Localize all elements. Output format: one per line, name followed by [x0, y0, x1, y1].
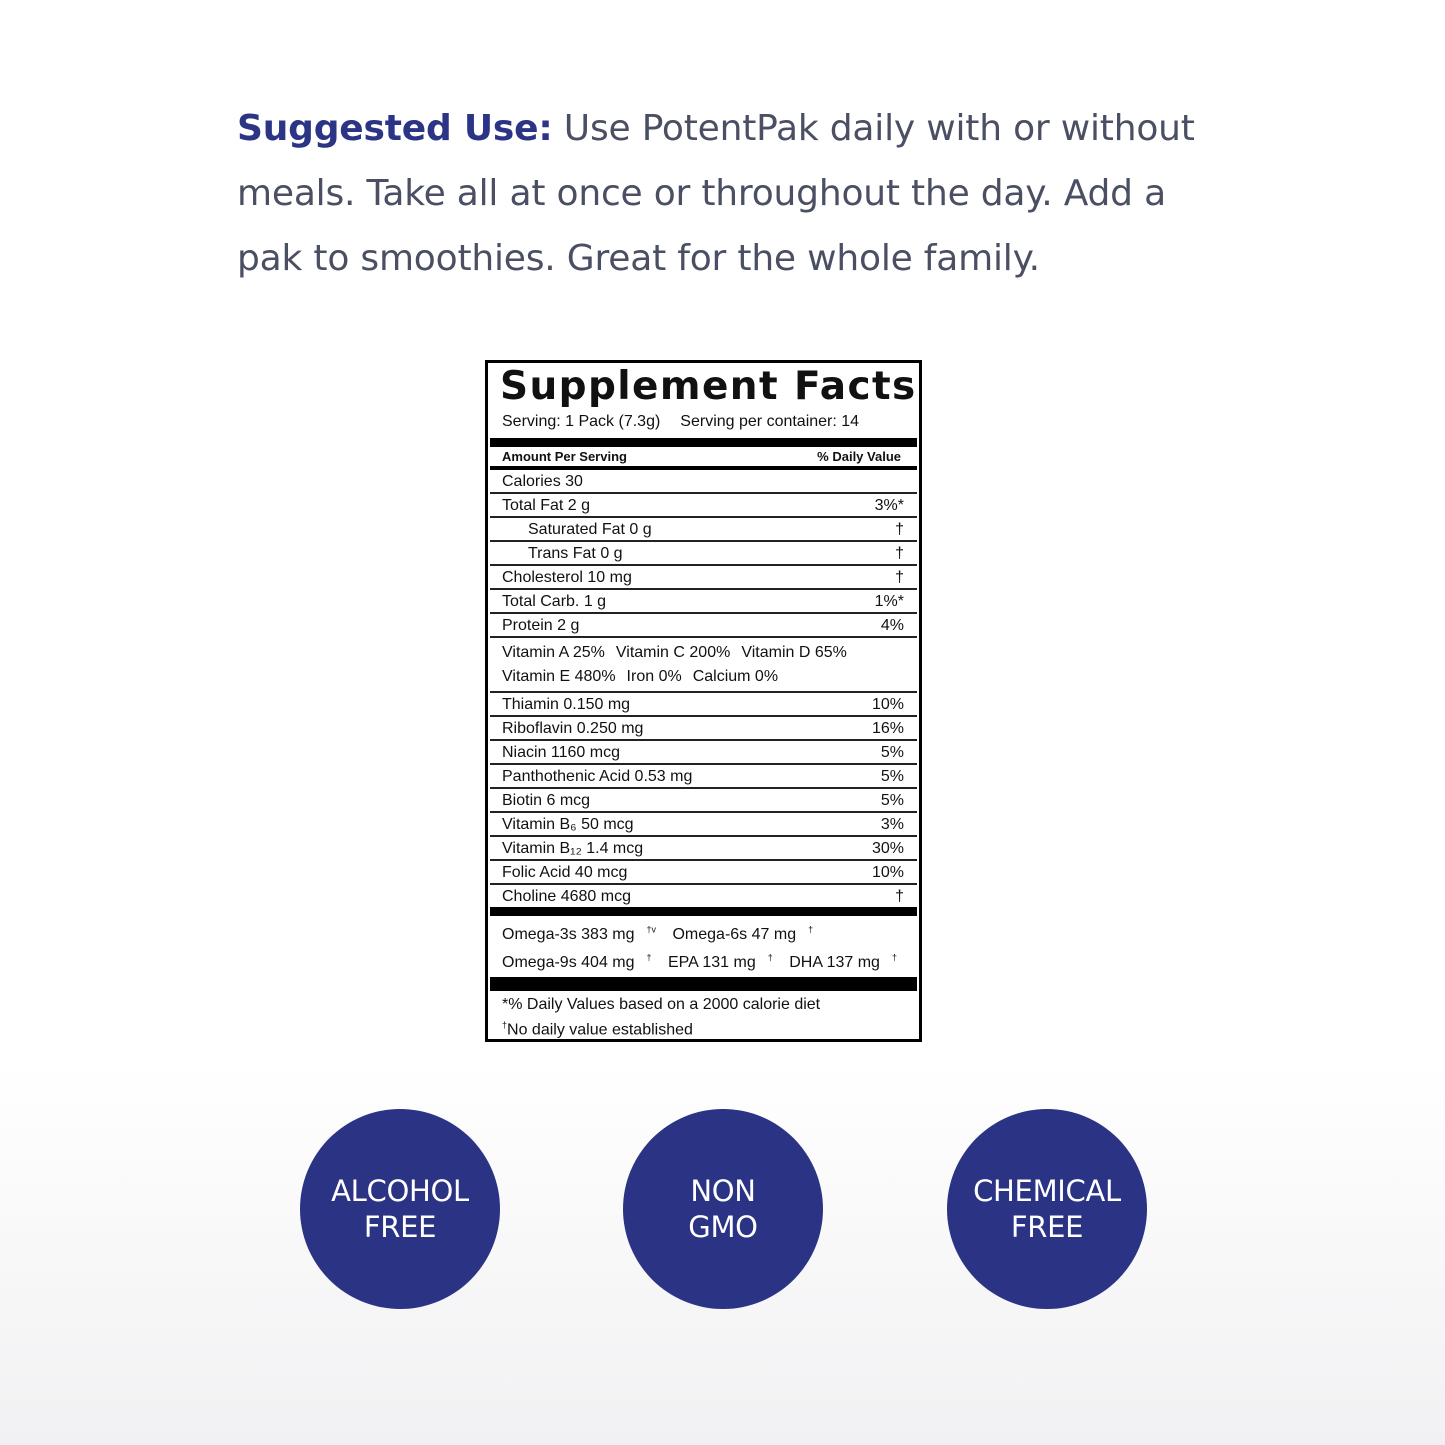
non-gmo-badge [623, 1109, 823, 1309]
omega-entry [502, 954, 652, 971]
nutrient-name: Calories 30 [502, 473, 583, 490]
omega-entry [502, 926, 656, 943]
vitamins-line [502, 641, 905, 665]
nutrient-row [490, 518, 917, 542]
nutrient-row [490, 765, 917, 789]
nutrient-row [490, 614, 917, 638]
nutrient-row [490, 693, 917, 717]
omega-text: Omega-6s 47 mg [672, 926, 797, 944]
nutrient-row [490, 542, 917, 566]
badge-line: ALCOHOL [331, 1174, 469, 1208]
nutrient-dv: † [895, 521, 904, 538]
supplement-facts-panel [485, 360, 922, 1042]
vitamin-entry: Vitamin A 25% [502, 644, 605, 661]
suggested-use-label: Suggested Use: [237, 108, 553, 149]
dagger-mark: † [808, 925, 814, 935]
nutrient-name: Biotin 6 mcg [502, 792, 591, 809]
footnote-no-dv [502, 1015, 905, 1040]
omega-text: Omega-3s 383 mg [502, 926, 635, 944]
nutrient-dv: 5% [880, 792, 904, 809]
footnote-daily-values: *% Daily Values based on a 2000 calorie diet [502, 995, 821, 1013]
dagger-mark: † [502, 1019, 508, 1030]
suggested-use-text: Use PotentPak daily with or without meals. Take all at once or throughout the day. Add a pak to smoothies. Great for the whole family. [237, 108, 1195, 279]
omega-text: Omega-9s 404 mg [502, 953, 635, 971]
divider-thick [490, 977, 917, 991]
facts-header-row [490, 447, 917, 470]
badge-line: CHEMICAL [973, 1174, 1121, 1208]
nutrient-name: Choline 4680 mcg [502, 888, 631, 905]
suggested-use-paragraph [237, 96, 1237, 291]
nutrient-dv: † [895, 569, 904, 586]
nutrient-dv: 10% [871, 696, 904, 713]
nutrient-row [490, 885, 917, 907]
facts-title: Supplement Facts [500, 364, 917, 409]
nutrient-name: Saturated Fat 0 g [528, 521, 652, 538]
badge-line: GMO [688, 1210, 758, 1244]
vitamin-entry: Vitamin C 200% [615, 644, 731, 661]
nutrient-dv: 1%* [874, 593, 904, 610]
nutrient-name: Folic Acid 40 mcg [502, 864, 628, 881]
badge-line: NON [690, 1174, 756, 1208]
nutrient-name: Total Carb. 1 g [502, 593, 607, 610]
nutrient-name: Vitamin B₆ 50 mcg [502, 816, 634, 833]
nutrient-dv: 30% [871, 840, 904, 857]
nutrient-row [490, 741, 917, 765]
nutrient-row [490, 590, 917, 614]
vitamin-entry: Iron 0% [626, 668, 682, 685]
nutrient-row [490, 470, 917, 494]
omega-text: DHA 137 mg [789, 953, 880, 971]
omega-entry [672, 926, 813, 943]
nutrient-dv: † [895, 545, 904, 562]
nutrient-dv: 10% [871, 864, 904, 881]
nutrient-row [490, 566, 917, 590]
nutrient-dv: 16% [871, 720, 904, 737]
nutrient-name: Total Fat 2 g [502, 497, 591, 514]
badge-line: FREE [1010, 1210, 1084, 1244]
amount-header: Amount Per Serving [502, 449, 627, 464]
dagger-mark: † [767, 952, 773, 963]
vitamin-entry: Vitamin E 480% [502, 668, 616, 685]
omega-entry [668, 954, 773, 971]
nutrient-row [490, 789, 917, 813]
nutrient-row [490, 837, 917, 861]
nutrient-name: Niacin 1160 mcg [502, 744, 620, 761]
nutrient-name: Cholesterol 10 mg [502, 569, 632, 586]
vitamin-entry: Vitamin D 65% [741, 644, 847, 661]
dv-header: % Daily Value [817, 449, 901, 464]
divider-thick [490, 907, 917, 916]
nutrient-row [490, 861, 917, 885]
omega-text: EPA 131 mg [667, 953, 756, 971]
nutrient-name: Vitamin B₁₂ 1.4 mcg [502, 840, 644, 857]
nutrient-dv: 3% [880, 816, 904, 833]
nutrient-name: Panthothenic Acid 0.53 mg [502, 768, 693, 785]
dagger-mark: † [646, 952, 652, 963]
footnotes [490, 991, 917, 1044]
servings-per-container: Serving per container: 14 [680, 413, 860, 430]
nutrient-row [490, 813, 917, 837]
divider-thick [490, 438, 917, 447]
vitamins-block [490, 638, 917, 693]
nutrient-name: Protein 2 g [502, 617, 580, 634]
nutrient-name: Thiamin 0.150 mg [502, 696, 631, 713]
nutrient-name: Trans Fat 0 g [528, 545, 623, 562]
serving-size: Serving: 1 Pack (7.3g) [502, 413, 661, 430]
nutrient-name: Riboflavin 0.250 mg [502, 720, 644, 737]
dagger-mark: †v [646, 925, 657, 935]
omega-line [502, 946, 905, 973]
nutrient-dv: 5% [880, 744, 904, 761]
vitamins-line [502, 665, 905, 689]
omega-block [490, 916, 917, 977]
omega-entry [789, 954, 897, 971]
chemical-free-badge [947, 1109, 1147, 1309]
nutrient-row [490, 494, 917, 518]
vitamin-entry: Calcium 0% [692, 668, 779, 685]
omega-line [502, 919, 905, 946]
nutrient-dv: 4% [880, 617, 904, 634]
nutrient-dv: † [895, 888, 904, 905]
dagger-mark: † [891, 952, 897, 963]
nutrient-dv: 3%* [874, 497, 904, 514]
nutrient-dv: 5% [880, 768, 904, 785]
footnote-no-dv-text: No daily value established [507, 1020, 693, 1038]
alcohol-free-badge [300, 1109, 500, 1309]
badge-line: FREE [363, 1210, 437, 1244]
nutrient-row [490, 717, 917, 741]
serving-info [502, 412, 917, 432]
